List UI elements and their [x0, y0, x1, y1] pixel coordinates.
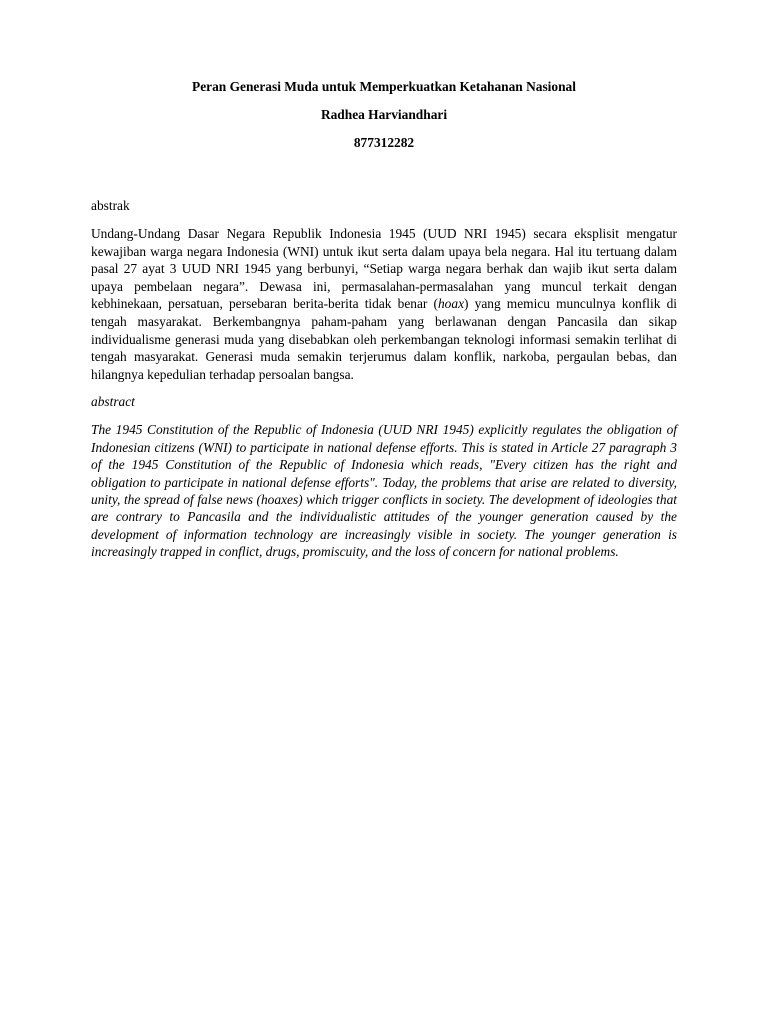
author-name: Radhea Harviandhari: [320, 107, 448, 122]
abstract-id-text-part1: Undang-Undang Dasar Negara Republik Indonesia 1945 (UUD NRI 1945) secara eksplisit mengatur kewajiban warga negara Indonesia (WNI) untuk ikut serta dalam upaya bela negara. Hal itu tertuang dalam pasal 27 ayat 3 UUD NRI 1945 yang berbunyi, “Setiap warga negara berhak dan wajib ikut serta dalam upaya pembelaan negara”. Dewasa ini, permasalahan-permasalahan yang muncul terkait dengan kebhinekaan, persatuan, persebaran berita-berita tidak benar (: [91, 226, 677, 312]
hoax-term: hoax: [437, 296, 465, 312]
abstract-id-label: abstrak: [91, 198, 130, 213]
abstract-id-text-part2: ) yang memicu munculnya konflik di tengah masyarakat. Berkembangnya paham-paham yang berlawanan dengan Pancasila dan sikap individualisme generasi muda yang disebabkan oleh perkembangan teknologi informasi semakin terlihat di tengah masyarakat. Generasi muda semakin terjerumus dalam konflik, narkoba, pergaulan bebas, dan hilangnya kepedulian terhadap persoalan bangsa.: [91, 296, 677, 382]
document-page: [91, 78, 677, 561]
abstract-en-label: abstract: [91, 394, 135, 410]
abstract-id-text: [91, 225, 677, 383]
abstract-en-text: The 1945 Constitution of the Republic of Indonesia (UUD NRI 1945) explicitly regulates the obligation of Indonesian citizens (WNI) to participate in national defense efforts. This is stated in Article 27 paragraph 3 of the 1945 Constitution of the Republic of Indonesia which reads, "Every citizen has the right and obligation to participate in national defense efforts". Today, the problems that arise are related to diversity, unity, the spread of false news (hoaxes) which trigger conflicts in society. The development of ideologies that are contrary to Pancasila and the individualistic attitudes of the younger generation caused by the development of information technology are increasingly visible in society. The younger generation is increasingly trapped in conflict, drugs, promiscuity, and the loss of concern for national problems.: [91, 422, 677, 560]
student-id: 877312282: [353, 135, 415, 150]
paper-title: Peran Generasi Muda untuk Memperkuatkan Ketahanan Nasional: [192, 79, 576, 94]
